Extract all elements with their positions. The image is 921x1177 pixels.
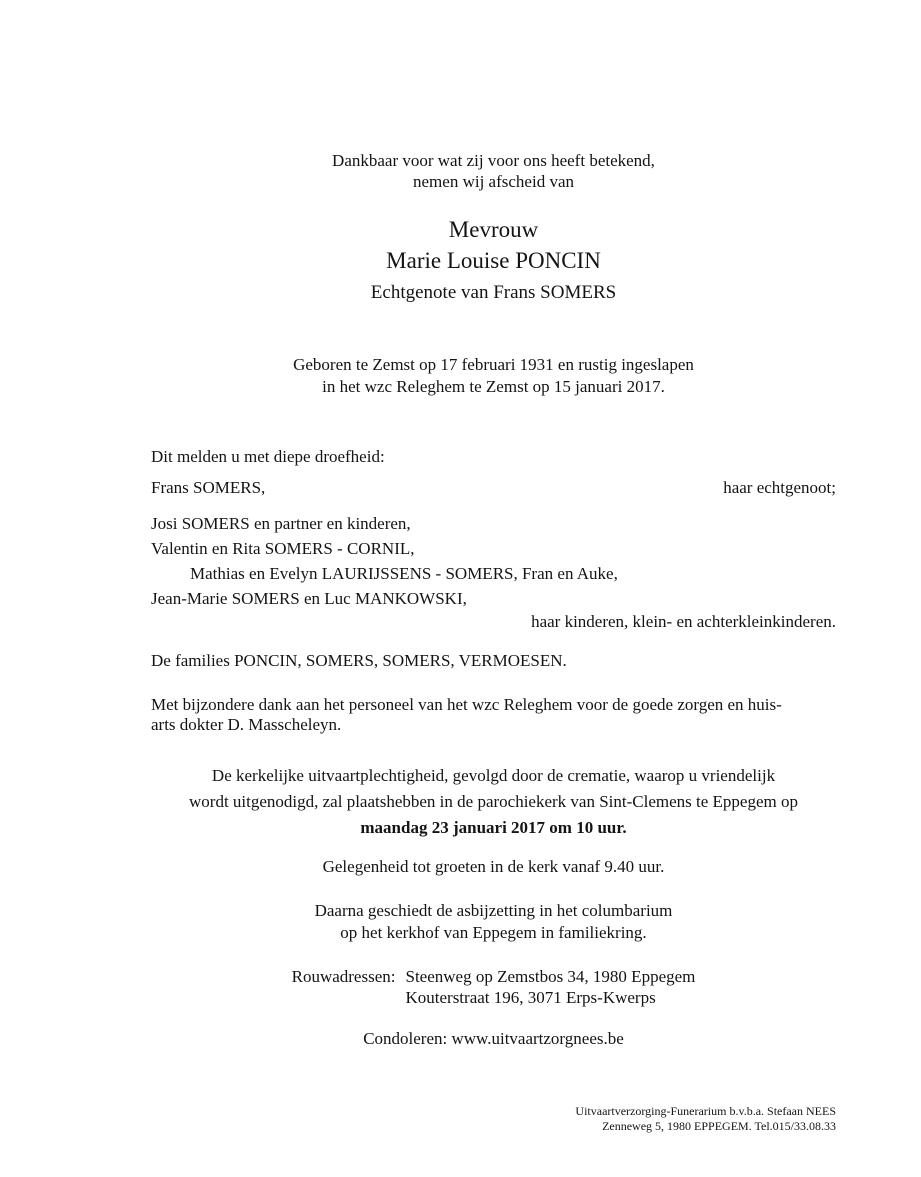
life-dates-block bbox=[151, 354, 836, 398]
ceremony-line: De kerkelijke uitvaartplechtigheid, gevolgd door de crematie, waarop u vriendelijk bbox=[211, 766, 776, 785]
mourning-addresses-label: Rouwadressen: bbox=[291, 967, 396, 986]
columbarium-block bbox=[151, 900, 836, 944]
intro-line: Dankbaar voor wat zij voor ons heeft betekend, bbox=[332, 151, 655, 170]
funeral-home-footer bbox=[151, 1104, 836, 1134]
columbarium-line: Daarna geschiedt de asbijzetting in het columbarium bbox=[314, 901, 673, 920]
family-list bbox=[151, 511, 836, 611]
announcement-line: Dit melden u met diepe droefheid: bbox=[151, 447, 385, 466]
mourning-address-line: Steenweg op Zemstbos 34, 1980 Eppegem bbox=[405, 967, 696, 986]
mourning-address-line: Kouterstraat 196, 3071 Erps-Kwerps bbox=[405, 988, 656, 1007]
family-relation-line: haar kinderen, klein- en achterkleinkinderen. bbox=[531, 612, 836, 631]
condolences-line: Condoleren: www.uitvaartzorgnees.be bbox=[363, 1029, 624, 1048]
intro-block bbox=[151, 150, 836, 192]
family-member-line: Mathias en Evelyn LAURIJSSENS - SOMERS, Fran en Auke, bbox=[190, 564, 618, 583]
funeral-home-line: Uitvaartverzorging-Funerarium b.v.b.a. Stefaan NEES bbox=[575, 1104, 836, 1118]
deceased-spouse-line: Echtgenote van Frans SOMERS bbox=[370, 282, 617, 303]
life-dates-line: in het wzc Releghem te Zemst op 15 januari 2017. bbox=[322, 377, 665, 396]
ceremony-paragraph bbox=[151, 763, 836, 841]
families-line: De families PONCIN, SOMERS, SOMERS, VERMOESEN. bbox=[151, 651, 567, 670]
family-member-line: Josi SOMERS en partner en kinderen, bbox=[151, 514, 411, 533]
family-member-line: Jean-Marie SOMERS en Luc MANKOWSKI, bbox=[151, 589, 467, 608]
spouse-relation: haar echtgenoot; bbox=[723, 478, 836, 497]
intro-line: nemen wij afscheid van bbox=[413, 172, 574, 191]
mourning-address-lines bbox=[405, 966, 695, 1008]
thanks-line: Met bijzondere dank aan het personeel van het wzc Releghem voor de goede zorgen en huis- bbox=[151, 695, 782, 714]
deceased-title-block bbox=[151, 214, 836, 309]
columbarium-line: op het kerkhof van Eppegem in familiekring. bbox=[340, 923, 647, 942]
thanks-line: arts dokter D. Masscheleyn. bbox=[151, 715, 342, 734]
mourning-addresses bbox=[151, 966, 836, 1008]
deceased-name: Marie Louise PONCIN bbox=[386, 248, 601, 273]
spouse-name: Frans SOMERS, bbox=[151, 478, 266, 497]
spouse-row bbox=[151, 477, 836, 498]
ceremony-datetime: maandag 23 januari 2017 om 10 uur. bbox=[360, 818, 627, 837]
ceremony-line: wordt uitgenodigd, zal plaatshebben in de parochiekerk van Sint-Clemens te Eppegem op bbox=[189, 792, 798, 811]
thanks-paragraph bbox=[151, 695, 836, 735]
deceased-salutation: Mevrouw bbox=[448, 217, 539, 242]
funeral-home-line: Zenneweg 5, 1980 EPPEGEM. Tel.015/33.08.33 bbox=[602, 1119, 836, 1133]
greeting-line: Gelegenheid tot groeten in de kerk vanaf 9.40 uur. bbox=[322, 857, 665, 876]
life-dates-line: Geboren te Zemst op 17 februari 1931 en rustig ingeslapen bbox=[293, 355, 694, 374]
family-member-line: Valentin en Rita SOMERS - CORNIL, bbox=[151, 539, 415, 558]
